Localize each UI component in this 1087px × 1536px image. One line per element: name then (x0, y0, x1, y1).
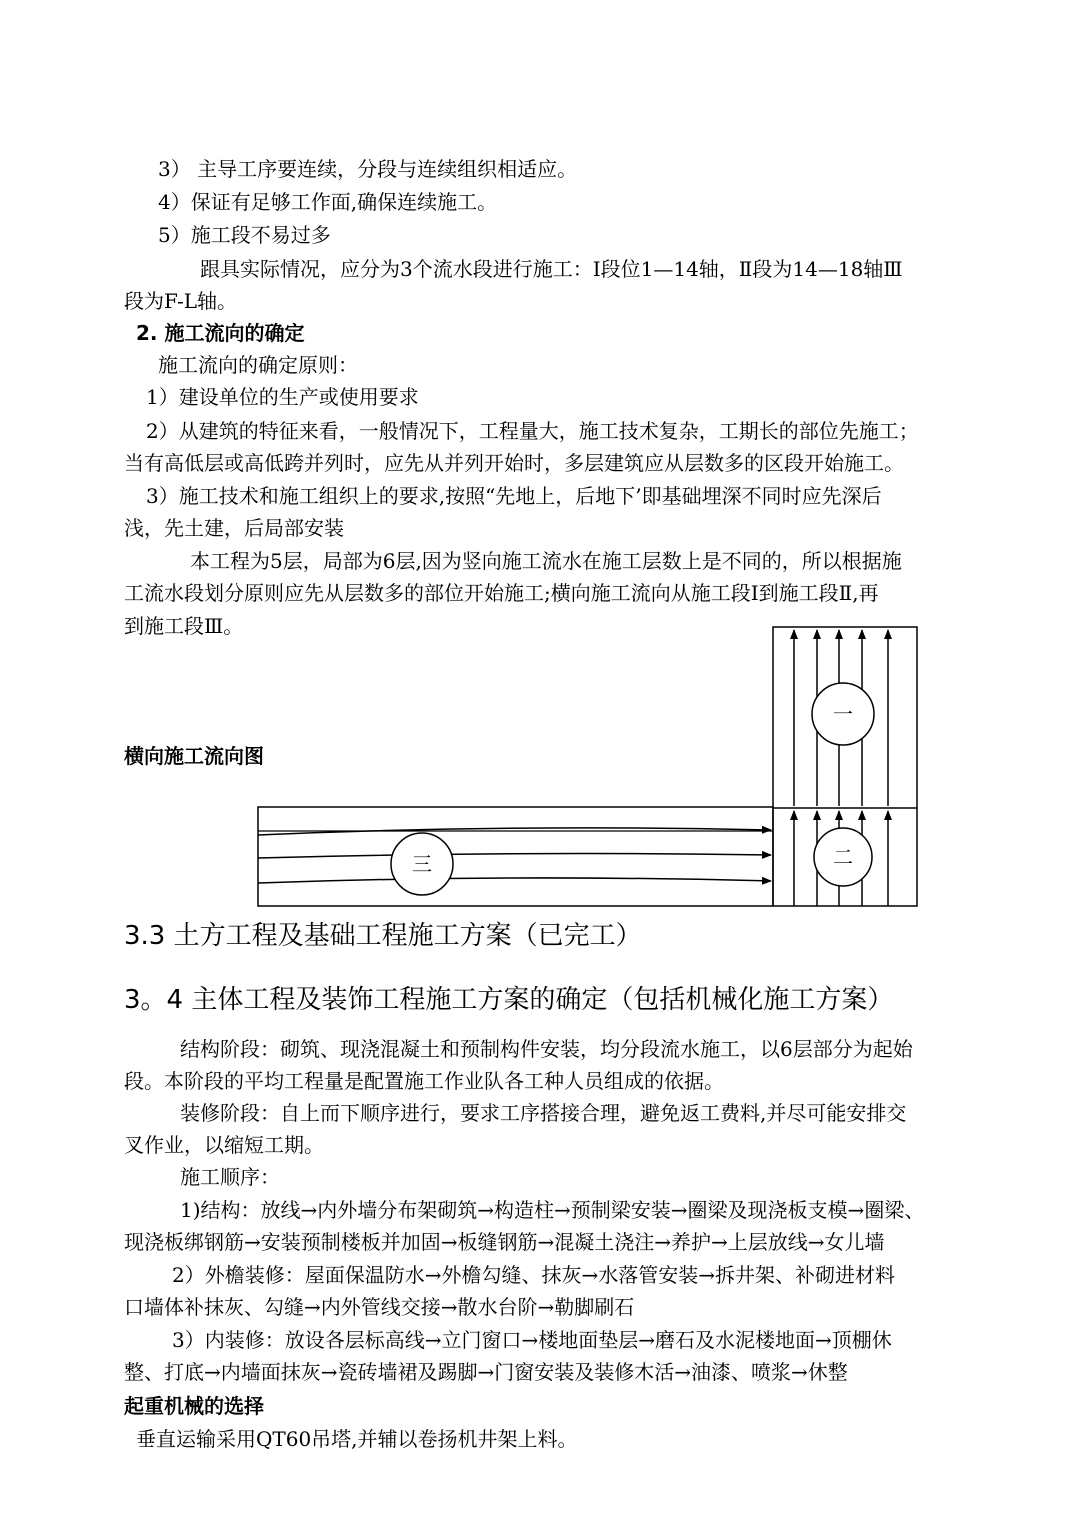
paragraph-line: 结构阶段：砌筑、现浇混凝土和预制构件安装，均分段流水施工，以6层部分为起始 (180, 1037, 913, 1061)
paragraph-line: 工流水段划分原则应先从层数多的部位开始施工;横向施工流向从施工段Ⅰ到施工段Ⅱ,再 (124, 581, 879, 605)
paragraph-line: 浅，先土建，后局部安装 (124, 516, 344, 540)
list-item-4: 4）保证有足够工作面,确保连续施工。 (158, 190, 498, 214)
sequence-line: 1)结构：放线→内外墙分布架砌筑→构造柱→预制梁安装→圈梁及现浇板支模→圈梁、 (180, 1198, 925, 1222)
paragraph-line: 施工顺序： (180, 1165, 280, 1189)
paragraph-line: 装修阶段：自上而下顺序进行，要求工序搭接合理，避免返工费料,并尽可能安排交 (180, 1101, 907, 1125)
sequence-line: 现浇板绑钢筋→安装预制楼板并加固→板缝钢筋→混凝土浇注→养护→上层放线→女儿墙 (124, 1230, 885, 1254)
diagram-caption: 横向施工流向图 (124, 744, 264, 768)
paragraph-line: 本工程为5层，局部为6层,因为竖向施工流水在施工层数上是不同的，所以根据施 (190, 549, 902, 573)
sequence-line: 口墙体补抹灰、勾缝→内外管线交接→散水台阶→勒脚刷石 (124, 1295, 635, 1319)
segment-label-two: 二 (833, 845, 853, 869)
segment-label-three: 三 (412, 852, 432, 876)
paragraph-line: 段。本阶段的平均工程量是配置施工作业队各工种人员组成的依据。 (124, 1069, 724, 1093)
list-item-5: 5）施工段不易过多 (158, 223, 331, 247)
list-item-3: 3） 主导工序要连续，分段与连续组织相适应。 (158, 157, 578, 181)
horizontal-arrows (258, 828, 771, 883)
section-heading: 3。4 主体工程及装饰工程施工方案的确定（包括机械化施工方案） (124, 985, 894, 1015)
paragraph-line: 当有高低层或高低跨并列时，应先从并列开始时，多层建筑应从层数多的区段开始施工。 (124, 451, 904, 475)
arrow-right (258, 878, 771, 883)
segment-label-one: 一 (833, 702, 853, 726)
sequence-line: 整、打底→内墙面抹灰→瓷砖墙裙及踢脚→门窗安装及装修木活→油漆、喷浆→休整 (124, 1360, 848, 1384)
section-heading: 2. 施工流向的确定 (136, 321, 305, 345)
paragraph-line: 叉作业，以缩短工期。 (124, 1133, 324, 1157)
list-item-3: 3）施工技术和施工组织上的要求,按照“先地上，后地下’即基础埋深不同时应先深后 (146, 484, 882, 508)
paragraph-line: 到施工段Ⅲ。 (124, 614, 244, 638)
sequence-line: 3）内装修：放设各层标高线→立门窗口→楼地面垫层→磨石及水泥楼地面→顶棚休 (172, 1328, 892, 1352)
sequence-line: 2）外檐装修：屋面保温防水→外檐勾缝、抹灰→水落管安装→拆井架、补砌进材料 (172, 1263, 895, 1287)
list-item-2: 2）从建筑的特征来看，一般情况下，工程量大，施工技术复杂，工期长的部位先施工； (146, 419, 919, 443)
section-heading: 3.3 土方工程及基础工程施工方案（已完工） (124, 921, 642, 951)
paragraph-line: 垂直运输采用QT60吊塔,并辅以卷扬机井架上料。 (136, 1427, 578, 1451)
arrow-right (258, 854, 771, 858)
list-item-1: 1）建设单位的生产或使用要求 (146, 385, 419, 409)
section-heading: 起重机械的选择 (124, 1394, 264, 1418)
paragraph-line: 跟具实际情况，应分为3个流水段进行施工：Ⅰ段位1—14轴，Ⅱ段为14—18轴Ⅲ (200, 257, 903, 281)
paragraph-line: 施工流向的确定原则： (158, 353, 358, 377)
paragraph-line: 段为F-L轴。 (124, 289, 238, 313)
